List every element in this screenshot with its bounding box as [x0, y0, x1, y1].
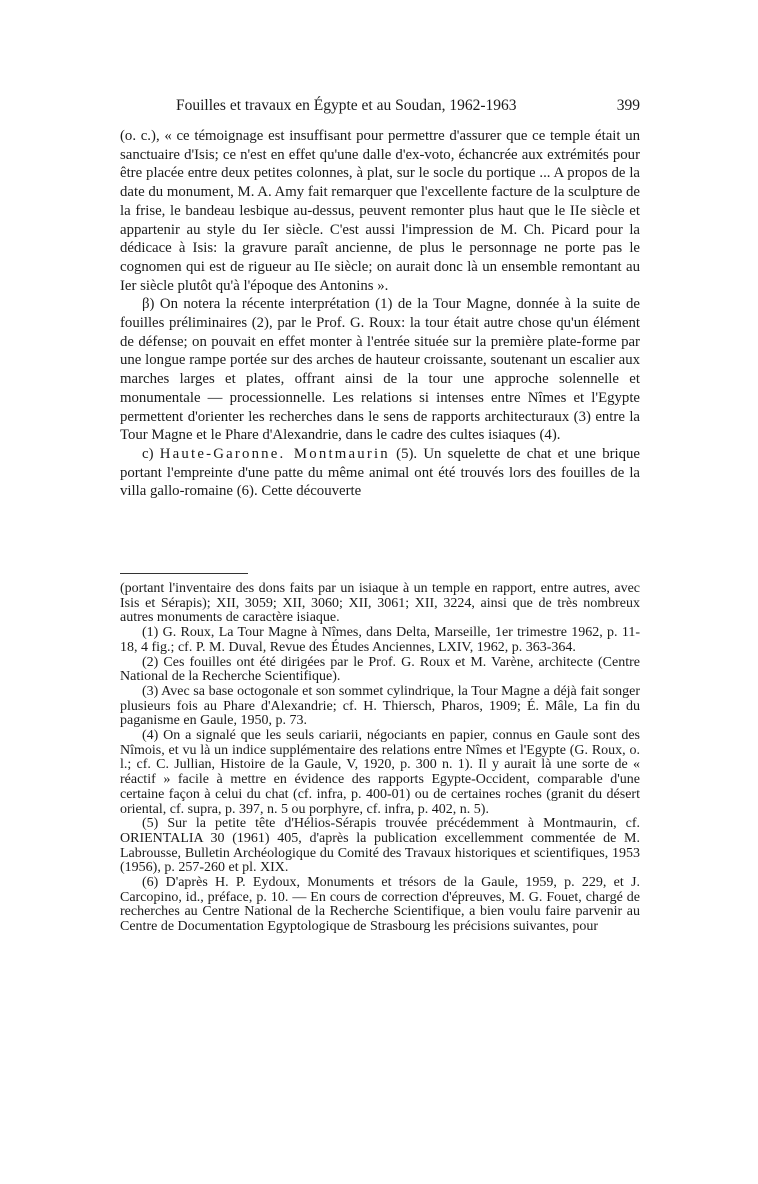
footnote-5: (5) Sur la petite tête d'Hélios-Sérapis trouvée précédemment à Montmaurin, cf. ORIENTALIA 30 (1961) 405, d'après la publication excellemment commentée de M. Labrousse, Bulletin Archéologique du Comité des Travaux historiques et scientifiques, 1953 (1956), p. 257-260 et pl. XIX.	[120, 816, 640, 876]
footnote-1: (1) G. Roux, La Tour Magne à Nîmes, dans Delta, Marseille, 1er trimestre 1962, p. 11-18, 4 fig.; cf. P. M. Duval, Revue des Études Anciennes, LXIV, 1962, p. 363-364.	[120, 625, 640, 655]
place-heading: Haute-Garonne. Montmaurin	[159, 445, 390, 462]
section-letter: c)	[142, 445, 160, 462]
footnote-6: (6) D'après H. P. Eydoux, Monuments et trésors de la Gaule, 1959, p. 229, et J. Carcopino, id., préface, p. 10. — En cours de correction d'épreuves, M. G. Fouet, chargé de recherches au Centre National de la Recherche Scientifique, a bien voulu faire parvenir au Centre de Documentation Egyptologique de Strasbourg les précisions suivantes, pour	[120, 875, 640, 935]
footnote-separator	[120, 573, 248, 574]
footnote-3: (3) Avec sa base octogonale et son sommet cylindrique, la Tour Magne a déjà fait songer plusieurs fois au Phare d'Alexandrie; cf. H. Thiersch, Pharos, 1909; É. Mâle, La fin du paganisme en Gaule, 1950, p. 73.	[120, 683, 640, 729]
page-number: 399	[616, 97, 640, 114]
running-title: Fouilles et travaux en Égypte et au Soudan, 1962-1963	[176, 97, 517, 114]
page-header	[120, 95, 640, 117]
paragraph-montmaurin-text: (5). Un squelette de chat et une brique portant l'empreinte d'une patte du même animal ont été trouvés lors des fouilles de la villa gallo-romaine (6). Cette découverte	[120, 445, 640, 500]
footnote-continued: (portant l'inventaire des dons faits par un isiaque à un temple en rapport, entre autres, avec Isis et Sérapis); XII, 3059; XII, 3060; XII, 3061; XII, 3224, ainsi que de très nombreux autres monuments de caractère isiaque.	[120, 581, 640, 626]
paragraph-montmaurin	[120, 445, 640, 501]
footnotes	[120, 582, 640, 935]
footnote-4: (4) On a signalé que les seuls cariarii, négociants en papier, connus en Gaule sont des Nîmois, et vu là un indice supplémentaire des relations entre Nîmes et l'Egypte (G. Roux, o. l.; cf. C. Jullian, Histoire de la Gaule, V, 1920, p. 300 n. 1). Il y aurait là une sorte de « réactif » facile à mettre en évidence des rapports Egypte-Occident, comparable d'une certaine façon à celui du chat (cf. infra, p. 400-01) ou de certaines roches (granit du désert oriental, cf. supra, p. 397, n. 5 ou porphyre, cf. infra, p. 402, n. 5).	[120, 728, 640, 817]
paragraph-tour-magne: β) On notera la récente interprétation (1) de la Tour Magne, donnée à la suite de fouilles préliminaires (2), par le Prof. G. Roux: la tour était autre chose qu'un élément de défense; on pouvait en effet monter à l'entrée située sur la première plate-forme par une longue rampe portée sur des arches de hauteur croissante, soutenant un escalier aux marches larges et plates, offrant ainsi de la tour une approche solennelle et monumentale — processionnelle. Les relations si intenses entre Nîmes et l'Egypte permettent d'orienter les recherches dans le sens de rapports architecturaux (3) entre la Tour Magne et le Phare d'Alexandrie, dans le cadre des cultes isiaques (4).	[120, 296, 640, 444]
paragraph-isis-temple: (o. c.), « ce témoignage est insuffisant pour permettre d'assurer que ce temple était un sanctuaire d'Isis; ce n'est en effet qu'une dalle d'ex-voto, échancrée aux extrémités pour être placée entre deux petites colonnes, à plat, sur le socle du portique ... A propos de la date du monument, M. A. Amy fait remarquer que l'excellente facture de la sculpture de la frise, le bandeau lesbique au-dessus, peuvent remonter plus haut que le IIe siècle et appartenir au style du Ier siècle. C'est aussi l'impression de M. Ch. Picard pour la dédicace à Isis: la gravure paraît ancienne, de plus le personnage ne porte pas le cognomen qui est de rigueur au IIe siècle; on aurait donc là un ensemble remontant au Ier siècle plutôt qu'à l'époque des Antonins ».	[120, 128, 640, 294]
main-text	[120, 127, 640, 501]
footnote-2: (2) Ces fouilles ont été dirigées par le Prof. G. Roux et M. Varène, architecte (Centre National de la Recherche Scientifique).	[120, 654, 640, 685]
